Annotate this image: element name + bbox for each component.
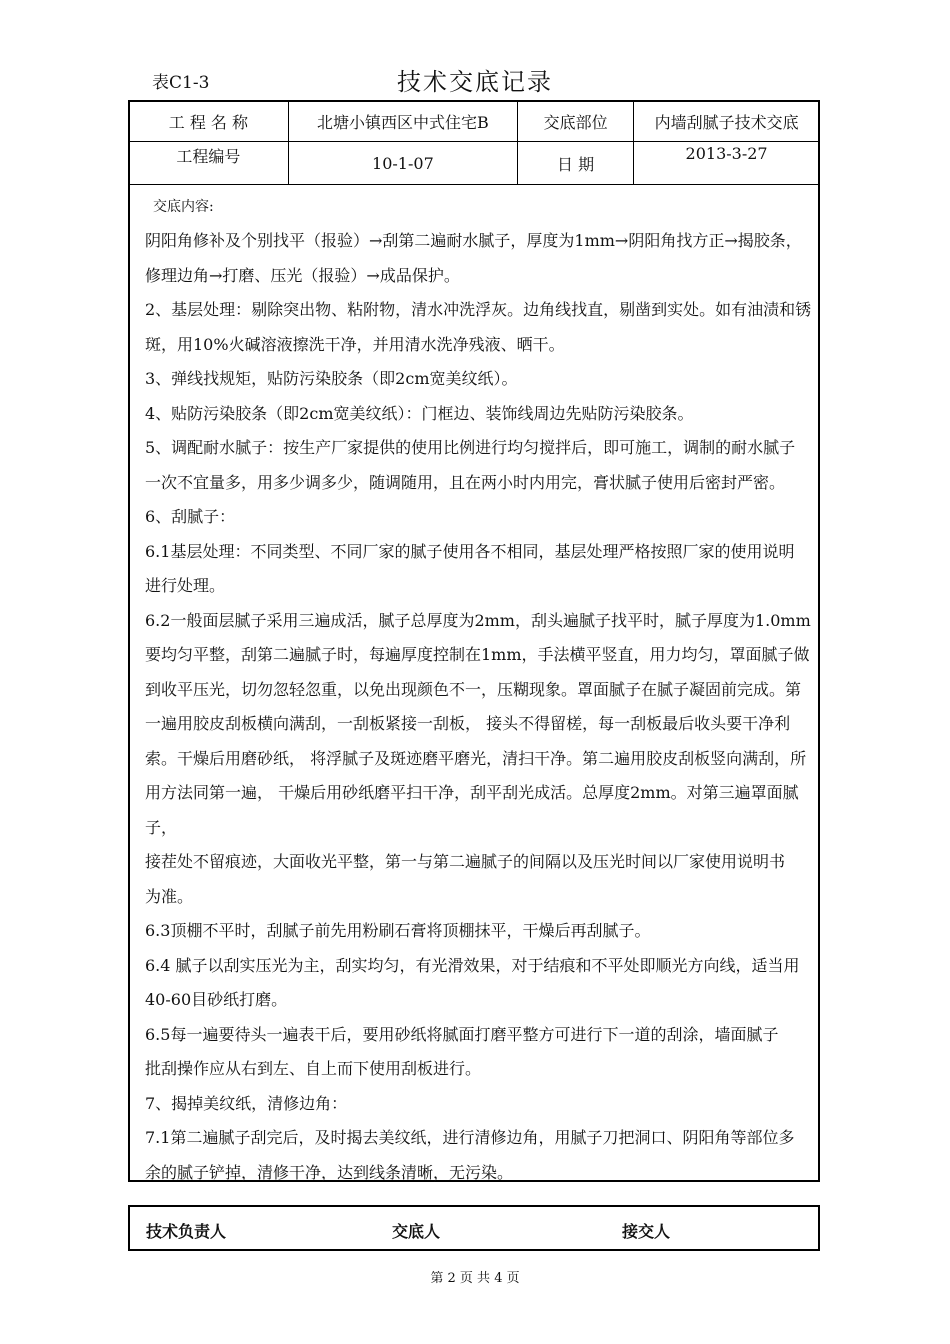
content-line: 6.1基层处理：不同类型、不同厂家的腻子使用各不相同，基层处理严格按照厂家的使用说明	[145, 541, 795, 561]
part-value: 内墙刮腻子技术交底	[634, 101, 820, 142]
form-number: 表C1-3	[152, 73, 210, 93]
content-line: 到收平压光，切勿忽轻忽重，以免出现颜色不一，压糊现象。罩面腻子在腻子凝固前完成。第	[145, 679, 802, 699]
content-line: 余的腻子铲掉，清修干净，达到线条清晰，无污染。	[145, 1162, 514, 1182]
content-line: 40-60目砂纸打磨。	[145, 990, 288, 1009]
discloser-label: 交底人	[392, 1222, 441, 1241]
content-line: 4、贴防污染胶条（即2cm宽美纹纸）：门框边、装饰线周边先贴防污染胶条。	[145, 403, 694, 423]
content-line: 7、揭掉美纹纸，清修边角：	[145, 1093, 348, 1113]
date-value: 2013-3-27	[634, 142, 820, 185]
content-line: 一次不宜量多，用多少调多少，随调随用，且在两小时内用完，膏状腻子使用后密封严密。	[145, 472, 786, 492]
project-name-value: 北塘小镇西区中式住宅B	[288, 101, 517, 142]
content-line: 进行处理。	[145, 576, 226, 595]
content-line: 接茬处不留痕迹，大面收光平整，第一与第二遍腻子的间隔以及压光时间以厂家使用说明书	[145, 852, 786, 871]
document-title: 技术交底记录	[397, 68, 553, 96]
part-label: 交底部位	[518, 101, 634, 142]
signature-row	[128, 1205, 820, 1251]
tech-lead-label: 技术负责人	[146, 1222, 227, 1241]
content-line: 一遍用胶皮刮板横向满刮，一刮板紧接一刮板， 接头不得留槎，每一刮板最后收头要干净利	[145, 714, 791, 733]
content-line: 6.4 腻子以刮实压光为主，刮实均匀，有光滑效果，对于结痕和不平处即顺光方向线，适当用	[145, 955, 800, 975]
content-line: 批刮操作应从右到左、自上而下使用刮板进行。	[145, 1059, 482, 1078]
project-no-value: 10-1-07	[288, 142, 517, 185]
content-line: 5、调配耐水腻子：按生产厂家提供的使用比例进行均匀搅拌后，即可施工，调制的耐水腻子	[145, 438, 796, 457]
content-line: 2、基层处理：剔除突出物、粘附物，清水冲洗浮灰。边角线找直，剔凿到实处。如有油渍和锈	[145, 300, 812, 319]
content-lines	[145, 224, 815, 1190]
content-line: 6、刮腻子：	[145, 507, 236, 526]
receiver-label: 接交人	[622, 1222, 671, 1241]
date-label: 日 期	[518, 142, 634, 185]
project-info-row-2	[129, 142, 820, 185]
project-no-label: 工程编号	[129, 142, 289, 185]
project-info-table	[128, 100, 820, 185]
project-info-row-1	[129, 101, 820, 142]
content-line: 要均匀平整，刮第二遍腻子时，每遍厚度控制在1mm，手法横平竖直，用力均匀，罩面腻子做	[145, 645, 810, 664]
content-line: 6.2一般面层腻子采用三遍成活，腻子总厚度为2mm，刮头遍腻子找平时，腻子厚度为1.0mm	[145, 610, 811, 630]
content-line: 阴阳角修补及个别找平（报验）→刮第二遍耐水腻子，厚度为1mm→阴阳角找方正→揭胶条，	[145, 231, 802, 250]
content-line: 6.3顶棚不平时，刮腻子前先用粉刷石膏将顶棚抹平，干燥后再刮腻子。	[145, 921, 651, 940]
content-line: 6.5每一遍要待头一遍表干后，要用砂纸将腻面打磨平整方可进行下一道的刮涂，墙面腻子	[145, 1024, 779, 1044]
content-line: 用方法同第一遍， 干燥后用砂纸磨平扫干净，刮平刮光成活。总厚度2mm。对第三遍罩面腻子，	[145, 783, 799, 837]
page-number: 第 2 页 共 4 页	[430, 1271, 520, 1286]
content-line: 3、弹线找规矩，贴防污染胶条（即2cm宽美纹纸）。	[145, 369, 518, 388]
disclosure-content	[145, 186, 815, 1190]
content-line: 斑，用10%火碱溶液擦洗干净，并用清水洗净残液、晒干。	[145, 334, 565, 354]
content-intro-label: 交底内容:	[153, 199, 214, 215]
content-line: 索。干燥后用磨砂纸， 将浮腻子及斑迹磨平磨光，清扫干净。第二遍用胶皮刮板竖向满刮，所	[145, 748, 807, 768]
content-line: 修理边角→打磨、压光（报验）→成品保护。	[145, 265, 460, 285]
content-line: 为准。	[145, 886, 194, 906]
content-line: 7.1第二遍腻子刮完后，及时揭去美纹纸，进行清修边角，用腻子刀把洞口、阴阳角等部位多	[145, 1128, 795, 1147]
project-name-label: 工 程 名 称	[129, 101, 289, 142]
